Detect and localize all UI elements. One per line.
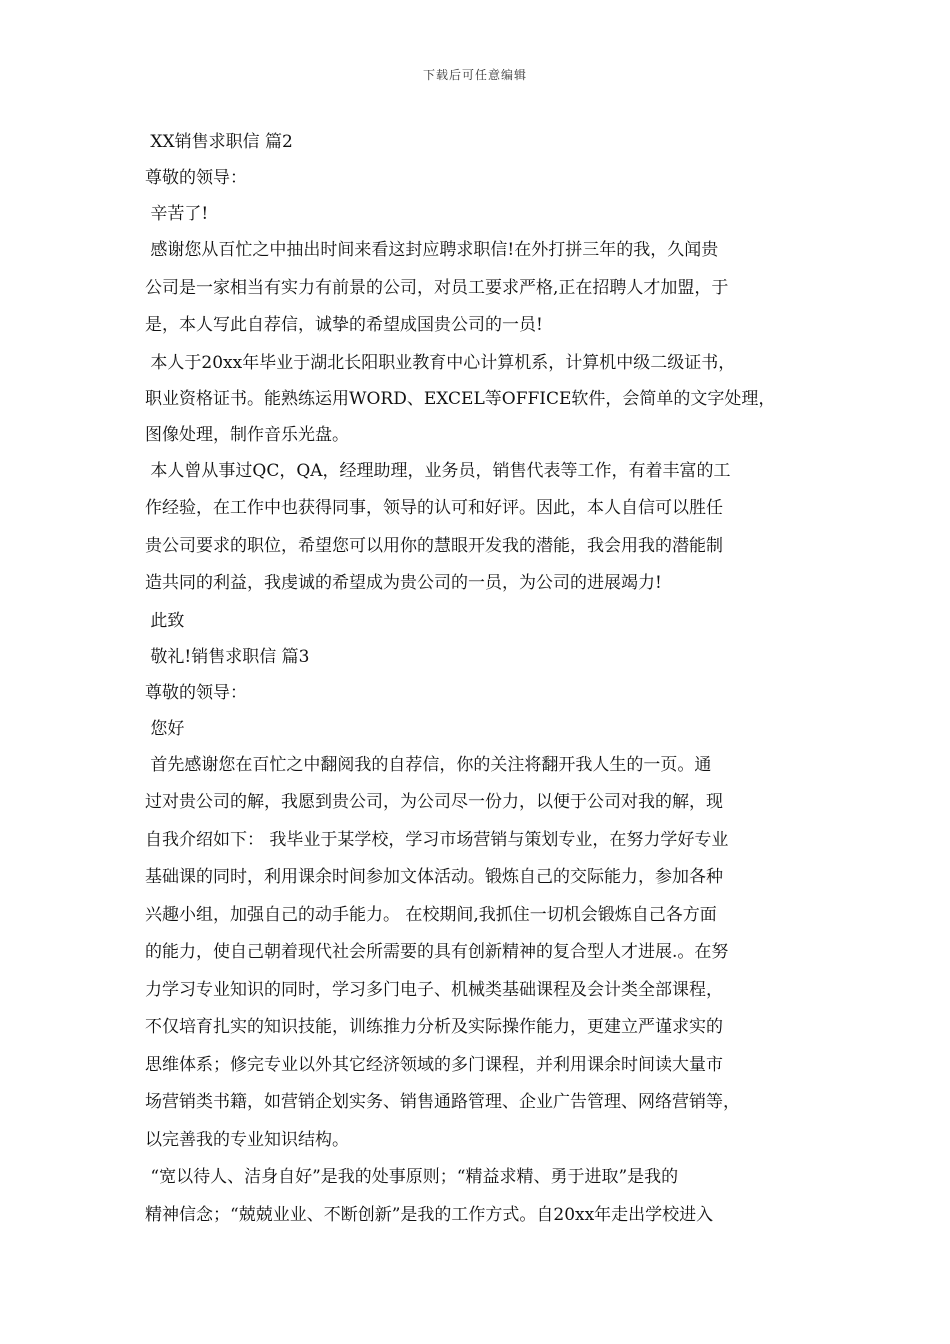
body-line: 首先感谢您在百忙之中翻阅我的自荐信，你的关注将翻开我人生的一页。通 [145, 754, 712, 775]
body-line: 基础课的同时，利用课余时间参加文体活动。锻炼自己的交际能力，参加各种 [145, 867, 723, 887]
body-line: 图像处理，制作音乐光盘。 [145, 424, 349, 445]
body-line: 场营销类书籍，如营销企划实务、销售通路管理、企业广告管理、网络营销等， [145, 1092, 740, 1112]
page-header-note: 下载后可任意编辑 [422, 68, 527, 82]
body-line: 感谢您从百忙之中抽出时间来看这封应聘求职信!在外打拼三年的我，久闻贵 [145, 240, 719, 260]
greeting-line: 辛苦了! [145, 204, 209, 224]
body-line: “宽以待人、洁身自好”是我的处事原则；“精益求精、勇于进取”是我的 [145, 1167, 679, 1187]
body-line: 职业资格证书。能熟练运用WORD、EXCEL等OFFICE软件，会简单的文字处理， [145, 388, 776, 409]
salutation-line: 尊敬的领导： [145, 168, 247, 188]
body-line: 精神信念；“兢兢业业、不断创新”是我的工作方式。自20xx年走出学校进入 [145, 1204, 714, 1225]
body-line: 兴趣小组，加强自己的动手能力。 在校期间,我抓住一切机会锻炼自己各方面 [145, 904, 717, 925]
body-line: 力学习专业知识的同时，学习多门电子、机械类基础课程及会计类全部课程， [145, 979, 723, 1000]
body-line: 公司是一家相当有实力有前景的公司，对员工要求严格,正在招聘人才加盟，于 [145, 277, 729, 298]
closing-line: 此致 [145, 610, 185, 631]
body-line: 以完善我的专业知识结构。 [145, 1129, 349, 1150]
document-body [145, 124, 820, 1234]
section-title-line: XX销售求职信 篇2 [145, 132, 293, 152]
body-line: 过对贵公司的解，我愿到贵公司，为公司尽一份力，以便于公司对我的解，现 [145, 792, 723, 812]
body-line: 是，本人写此自荐信，诚挚的希望成国贵公司的一员! [145, 315, 543, 335]
body-line: 本人于20xx年毕业于湖北长阳职业教育中心计算机系，计算机中级二级证书， [145, 352, 736, 373]
salutation-line: 尊敬的领导： [145, 682, 247, 703]
body-line: 自我介绍如下： 我毕业于某学校，学习市场营销与策划专业，在努力学好专业 [145, 829, 729, 850]
body-line: 贵公司要求的职位，希望您可以用你的慧眼开发我的潜能，我会用我的潜能制 [145, 535, 723, 556]
body-line: 本人曾从事过QC，QA，经理助理，业务员，销售代表等工作，有着丰富的工 [145, 460, 731, 481]
body-line: 思维体系；修完专业以外其它经济领域的多门课程，并利用课余时间读大量市 [145, 1054, 723, 1075]
section-title-line: 敬礼!销售求职信 篇3 [145, 646, 310, 667]
body-line: 作经验，在工作中也获得同事，领导的认可和好评。因此，本人自信可以胜任 [145, 498, 723, 518]
body-line: 造共同的利益，我虔诚的希望成为贵公司的一员，为公司的进展竭力! [145, 573, 662, 593]
body-line: 不仅培育扎实的知识技能，训练推力分析及实际操作能力，更建立严谨求实的 [145, 1017, 723, 1037]
greeting-line: 您好 [145, 718, 185, 739]
body-line: 的能力，使自己朝着现代社会所需要的具有创新精神的复合型人才进展.。在努 [145, 942, 729, 962]
